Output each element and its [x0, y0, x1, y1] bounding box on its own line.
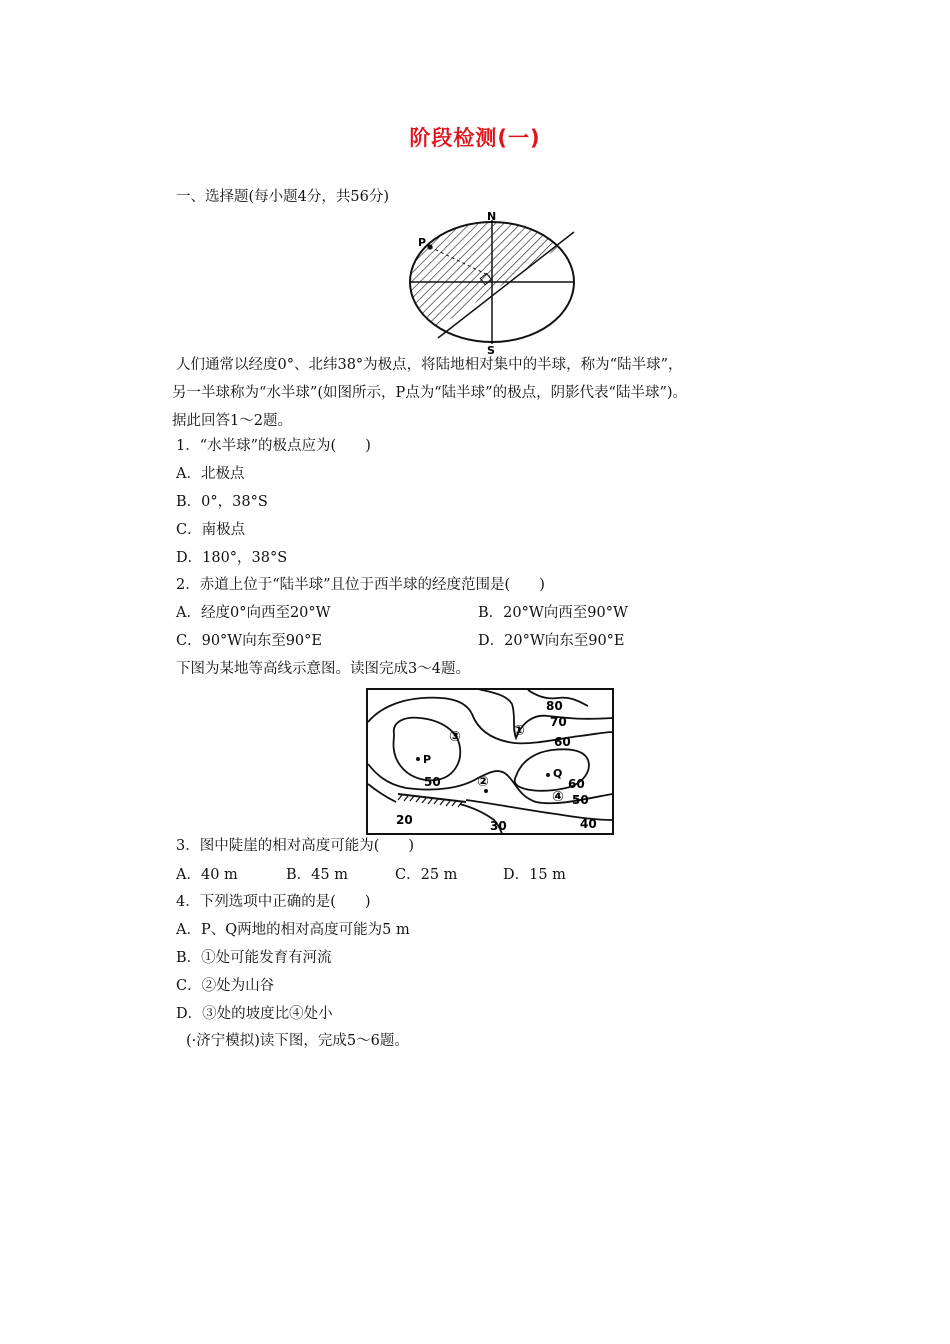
- point-p-dot: [416, 757, 420, 761]
- q3-option-d: D．15 m: [503, 867, 566, 883]
- contour-label-50b: 50: [572, 793, 589, 807]
- q4-option-b: B．①处可能发育有河流: [176, 950, 332, 966]
- marker-4: ④: [552, 789, 564, 805]
- point-q-dot: [546, 773, 550, 777]
- point-p-dot: [427, 244, 432, 249]
- marker-1: ①: [513, 723, 525, 739]
- contour-label-70: 70: [550, 715, 567, 729]
- contour-label-60b: 60: [568, 777, 585, 791]
- q2-option-b: B．20°W向西至90°W: [478, 605, 628, 621]
- q2-option-c: C．90°W向东至90°E: [176, 633, 322, 649]
- q1-option-d: D．180°，38°S: [176, 550, 288, 566]
- q2-option-a: A．经度0°向西至20°W: [176, 605, 331, 621]
- q2-option-d: D．20°W向东至90°E: [478, 633, 625, 649]
- intro1-line3: 据此回答1～2题。: [172, 413, 292, 429]
- q1-option-a: A．北极点: [176, 466, 245, 482]
- label-p: P: [418, 236, 427, 249]
- contour-label-30: 30: [490, 819, 507, 833]
- q3-option-a: A．40 m: [176, 867, 238, 883]
- intro-paragraph-2: 下图为某地等高线示意图。读图完成3～4题。: [176, 661, 470, 677]
- q3-stem: 3．图中陡崖的相对高度可能为( ): [176, 838, 415, 854]
- marker-3: ③: [449, 729, 461, 745]
- label-s: S: [487, 344, 495, 355]
- q1-option-c: C．南极点: [176, 522, 246, 538]
- contour-map-figure: [366, 688, 614, 836]
- intro1-line1: 人们通常以经度0°、北纬38°为极点，将陆地相对集中的半球，称为“陆半球”，: [176, 357, 683, 373]
- intro1-line2: 另一半球称为“水半球”(如图所示，P点为“陆半球”的极点，阴影代表“陆半球”)。: [172, 385, 688, 401]
- page-title: 阶段检测(一): [409, 126, 541, 150]
- contour-label-20: 20: [396, 813, 413, 827]
- label-n: N: [487, 210, 497, 223]
- q4-option-a: A．P、Q两地的相对高度可能为5 m: [176, 922, 410, 938]
- q1-option-b: B．0°，38°S: [176, 494, 268, 510]
- contour-label-60a: 60: [554, 735, 571, 749]
- q3-option-c: C．25 m: [395, 867, 458, 883]
- hemisphere-figure: [398, 210, 584, 355]
- q1-stem: 1．“水半球”的极点应为( ): [176, 438, 371, 454]
- contour-label-50a: 50: [424, 775, 441, 789]
- q2-stem: 2．赤道上位于“陆半球”且位于西半球的经度范围是( ): [176, 577, 545, 593]
- q4-option-c: C．②处为山谷: [176, 978, 275, 994]
- marker-2: ②: [477, 774, 489, 790]
- point-q-label: Q: [553, 767, 563, 780]
- q4-stem: 4．下列选项中正确的是( ): [176, 894, 371, 910]
- contour-label-80: 80: [546, 699, 563, 713]
- q4-option-d: D．③处的坡度比④处小: [176, 1006, 333, 1022]
- q3-option-b: B．45 m: [286, 867, 348, 883]
- intro-paragraph-3: (·济宁模拟)读下图，完成5～6题。: [186, 1033, 409, 1049]
- intro-paragraph-1: [172, 351, 816, 435]
- point-p-label: P: [423, 753, 432, 766]
- section-heading: 一、选择题(每小题4分，共56分): [176, 189, 389, 205]
- contour-label-40: 40: [580, 817, 597, 831]
